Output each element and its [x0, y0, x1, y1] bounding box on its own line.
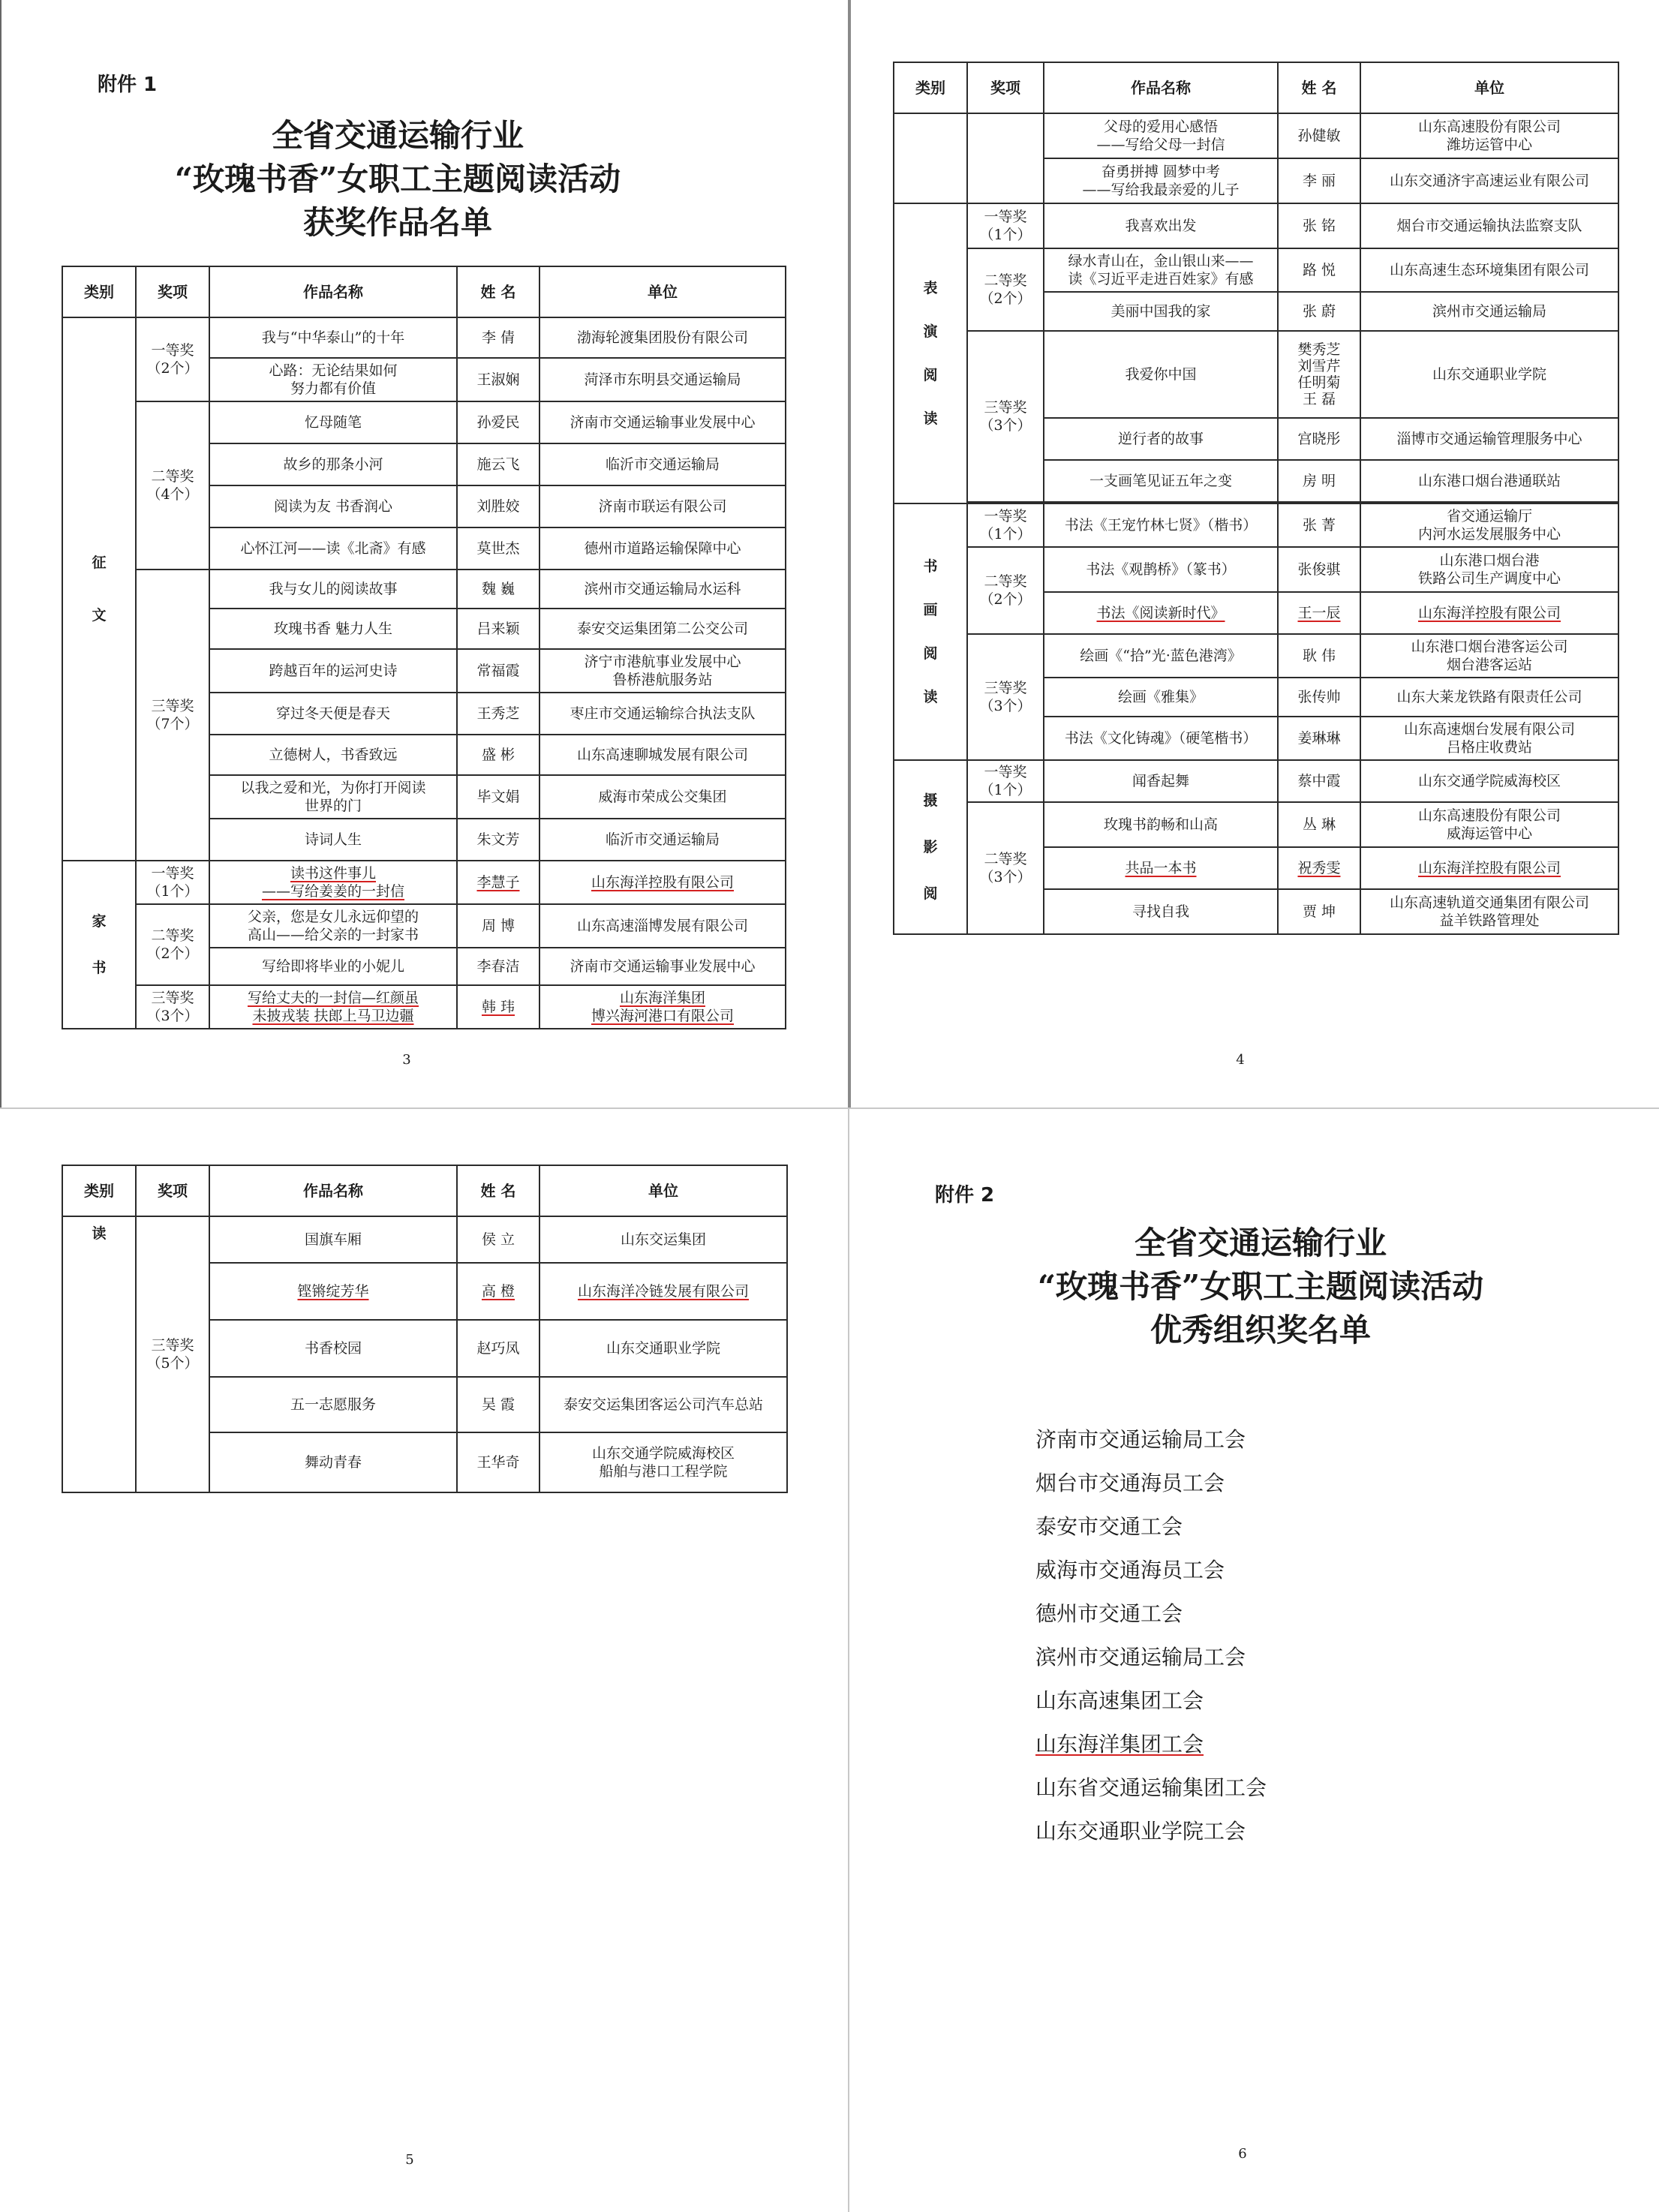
name-cell [457, 861, 539, 904]
list-item: 山东高速集团工会 [1035, 1688, 1204, 1713]
category-cell: 征 文 [62, 317, 136, 861]
work-text: 铿锵绽芳华 [297, 1283, 369, 1300]
name-cell: 吕来颖 [457, 609, 539, 649]
category-cell: 表 演 阅 读 [894, 203, 967, 503]
name-cell: 张 蔚 [1278, 292, 1360, 331]
title-line: “玫瑰书香”女职工主题阅读活动 [174, 161, 621, 197]
category-cell: 摄 影 阅 [894, 760, 967, 934]
name-text: 祝秀雯 [1297, 860, 1341, 876]
work-cell: 父亲，您是女儿永远仰望的 高山——给父亲的一封家书 [209, 904, 457, 948]
name-cell: 周 博 [457, 904, 539, 948]
name-cell: 刘胜姣 [457, 485, 539, 527]
unit-cell: 省交通运输厅 内河水运发展服务中心 [1360, 503, 1618, 547]
work-text: 书法《阅读新时代》 [1096, 605, 1225, 621]
header-name: 姓 名 [457, 266, 539, 317]
title-line: 全省交通运输行业 [1134, 1225, 1387, 1261]
unit-cell: 济宁市港航事业发展中心 鲁桥港航服务站 [539, 649, 786, 693]
list-item: 德州市交通工会 [1035, 1601, 1183, 1626]
work-cell: 跨越百年的运河史诗 [209, 649, 457, 693]
org-list [1035, 1418, 1267, 1853]
name-cell: 张 菁 [1278, 503, 1360, 547]
work-cell: 美丽中国我的家 [1044, 292, 1278, 331]
name-cell: 赵巧凤 [457, 1320, 539, 1377]
unit-cell: 德州市道路运输保障中心 [539, 527, 786, 570]
unit-cell: 山东交通济宇高速运业有限公司 [1360, 158, 1618, 203]
unit-cell: 枣庄市交通运输综合执法支队 [539, 693, 786, 735]
category-cell [894, 113, 967, 203]
work-text: 写给丈夫的一封信—红颜虽 未披戎装 扶郎上马卫边疆 [247, 990, 419, 1024]
unit-cell [539, 1263, 787, 1320]
award-cell: 二等奖 （3个） [967, 802, 1044, 934]
work-cell: 玫瑰书香 魅力人生 [209, 609, 457, 649]
unit-text: 山东海洋集团 博兴海河港口有限公司 [591, 990, 734, 1024]
title-line: 优秀组织奖名单 [1150, 1312, 1371, 1348]
list-item: 威海市交通海员工会 [1035, 1558, 1225, 1582]
work-cell: 一支画笔见证五年之变 [1044, 460, 1278, 502]
title-line: 全省交通运输行业 [271, 117, 524, 154]
award-cell: 三等奖 （3个） [136, 985, 209, 1029]
header-work: 作品名称 [209, 1165, 457, 1216]
work-cell: 心路：无论结果如何 努力都有价值 [209, 358, 457, 401]
name-text: 韩 玮 [481, 999, 515, 1015]
page-number: 6 [1238, 2146, 1247, 2162]
unit-cell [539, 861, 786, 904]
header-name: 姓 名 [1278, 62, 1360, 113]
header-award: 奖项 [136, 266, 209, 317]
category-cell: 读 [62, 1216, 136, 1492]
work-text: 读书这件事儿 ——写给姜姜的一封信 [261, 865, 404, 900]
award-cell: 二等奖 （2个） [967, 248, 1044, 331]
award-cell: 一等奖 （1个） [136, 861, 209, 904]
name-cell: 朱文芳 [457, 819, 539, 861]
unit-cell: 山东大莱龙铁路有限责任公司 [1360, 678, 1618, 717]
unit-cell: 山东港口烟台港客运公司 烟台港客运站 [1360, 634, 1618, 678]
page-divider-horizontal [0, 1108, 1659, 1109]
name-cell: 盛 彬 [457, 735, 539, 775]
work-cell [1044, 847, 1278, 889]
name-cell: 路 悦 [1278, 248, 1360, 292]
category-cell: 书 画 阅 读 [894, 503, 967, 760]
work-cell: 国旗车厢 [209, 1216, 457, 1263]
list-item [1035, 1723, 1267, 1766]
name-cell: 姜琳琳 [1278, 717, 1360, 760]
award-cell: 三等奖 （3个） [967, 331, 1044, 502]
work-cell: 书法《文化铸魂》（硬笔楷书） [1044, 717, 1278, 760]
header-unit: 单位 [1360, 62, 1618, 113]
work-cell [209, 985, 457, 1029]
unit-cell: 泰安交运集团第二公交公司 [539, 609, 786, 649]
name-cell: 李春洁 [457, 948, 539, 985]
work-cell: 我与女儿的阅读故事 [209, 570, 457, 609]
unit-cell: 山东港口烟台港通联站 [1360, 460, 1618, 502]
work-cell: 绿水青山在，金山银山来—— 读《习近平走进百姓家》有感 [1044, 248, 1278, 292]
name-cell: 孙爱民 [457, 401, 539, 443]
unit-text: 山东海洋控股有限公司 [1417, 605, 1561, 621]
work-cell: 书法《观鹊桥》（篆书） [1044, 547, 1278, 592]
work-cell: 以我之爱和光，为你打开阅读 世界的门 [209, 775, 457, 819]
header-category: 类别 [62, 1165, 136, 1216]
name-text: 高 橙 [481, 1283, 515, 1300]
work-cell: 我爱你中国 [1044, 331, 1278, 418]
work-cell [209, 1263, 457, 1320]
work-cell: 立德树人，书香致远 [209, 735, 457, 775]
page-divider-vertical [848, 0, 851, 1109]
unit-cell: 山东高速生态环境集团有限公司 [1360, 248, 1618, 292]
name-cell: 毕文娟 [457, 775, 539, 819]
work-cell: 闻香起舞 [1044, 760, 1278, 802]
name-cell: 蔡中霞 [1278, 760, 1360, 802]
award-cell: 二等奖 （4个） [136, 401, 209, 570]
award-cell: 二等奖 （2个） [967, 547, 1044, 634]
name-cell: 张 铭 [1278, 203, 1360, 248]
header-work: 作品名称 [1044, 62, 1278, 113]
work-text: 共品一本书 [1125, 860, 1197, 876]
work-cell: 玫瑰书韵畅和山高 [1044, 802, 1278, 847]
name-cell [1278, 592, 1360, 634]
unit-cell: 山东港口烟台港 铁路公司生产调度中心 [1360, 547, 1618, 592]
unit-text: 山东海洋控股有限公司 [591, 874, 734, 891]
unit-cell: 临沂市交通运输局 [539, 443, 786, 485]
work-cell: 穿过冬天便是春天 [209, 693, 457, 735]
name-text: 王一辰 [1297, 605, 1341, 621]
title-line: 获奖作品名单 [302, 204, 492, 241]
work-cell [209, 861, 457, 904]
award-cell: 三等奖 （3个） [967, 634, 1044, 760]
name-cell: 房 明 [1278, 460, 1360, 502]
work-cell: 奋勇拼搏 圆梦中考 ——写给我最亲爱的儿子 [1044, 158, 1278, 203]
award-cell: 一等奖 （1个） [967, 760, 1044, 802]
work-cell: 书香校园 [209, 1320, 457, 1377]
name-cell [1278, 847, 1360, 889]
name-cell: 王秀芝 [457, 693, 539, 735]
list-item: 山东交通职业学院工会 [1035, 1819, 1246, 1844]
list-item: 烟台市交通海员工会 [1035, 1471, 1225, 1495]
work-cell: 绘画《雅集》 [1044, 678, 1278, 717]
unit-cell: 山东高速股份有限公司 潍坊运管中心 [1360, 113, 1618, 158]
list-item-text: 山东海洋集团工会 [1035, 1732, 1204, 1757]
page-divider-vertical-lower [848, 1109, 849, 2212]
page-title [60, 114, 735, 245]
header-unit: 单位 [539, 1165, 787, 1216]
unit-cell: 滨州市交通运输局水运科 [539, 570, 786, 609]
page-title [923, 1222, 1598, 1352]
header-award: 奖项 [967, 62, 1044, 113]
title-line: “玫瑰书香”女职工主题阅读活动 [1037, 1268, 1484, 1305]
unit-text: 山东海洋控股有限公司 [1417, 860, 1561, 876]
page-number: 4 [1236, 1052, 1245, 1068]
award-table [62, 266, 786, 1029]
work-cell: 绘画《“拾”光·蓝色港湾》 [1044, 634, 1278, 678]
name-text: 李慧子 [476, 874, 520, 891]
name-cell [457, 985, 539, 1029]
unit-cell: 山东交通学院威海校区 [1360, 760, 1618, 802]
unit-cell: 山东高速淄博发展有限公司 [539, 904, 786, 948]
attachment-label: 附件 2 [935, 1184, 995, 1207]
award-table [893, 62, 1619, 935]
work-cell: 五一志愿服务 [209, 1377, 457, 1432]
page-number: 3 [402, 1052, 411, 1068]
unit-cell: 淄博市交通运输管理服务中心 [1360, 418, 1618, 460]
attachment-label: 附件 1 [98, 74, 158, 96]
unit-cell: 济南市交通运输事业发展中心 [539, 948, 786, 985]
work-cell: 书法《王宠竹林七贤》（楷书） [1044, 503, 1278, 547]
unit-cell [539, 985, 786, 1029]
name-cell: 李 丽 [1278, 158, 1360, 203]
unit-cell: 山东交通职业学院 [539, 1320, 787, 1377]
work-cell: 忆母随笔 [209, 401, 457, 443]
work-cell: 心怀江河——读《北斋》有感 [209, 527, 457, 570]
list-item: 滨州市交通运输局工会 [1035, 1645, 1246, 1670]
work-cell: 阅读为友 书香润心 [209, 485, 457, 527]
unit-cell: 山东高速聊城发展有限公司 [539, 735, 786, 775]
name-cell: 侯 立 [457, 1216, 539, 1263]
name-cell: 樊秀芝 刘雪芹 任明菊 王 磊 [1278, 331, 1360, 418]
name-cell: 王华奇 [457, 1432, 539, 1492]
page-edge-left [0, 0, 2, 1108]
name-cell: 张俊骐 [1278, 547, 1360, 592]
unit-cell: 烟台市交通运输执法监察支队 [1360, 203, 1618, 248]
unit-cell: 泰安交运集团客运公司汽车总站 [539, 1377, 787, 1432]
unit-cell: 山东交通学院威海校区 船舶与港口工程学院 [539, 1432, 787, 1492]
name-cell: 孙健敏 [1278, 113, 1360, 158]
work-cell: 父母的爱用心感悟 ——写给父母一封信 [1044, 113, 1278, 158]
award-cell: 三等奖 （7个） [136, 570, 209, 861]
name-cell: 李 倩 [457, 317, 539, 358]
award-cell: 一等奖 （1个） [967, 203, 1044, 248]
award-cell: 一等奖 （2个） [136, 317, 209, 401]
unit-text: 山东海洋冷链发展有限公司 [577, 1283, 749, 1300]
name-cell: 施云飞 [457, 443, 539, 485]
list-item: 泰安市交通工会 [1035, 1514, 1183, 1539]
name-cell: 常福霞 [457, 649, 539, 693]
unit-cell: 山东高速股份有限公司 威海运管中心 [1360, 802, 1618, 847]
name-cell: 耿 伟 [1278, 634, 1360, 678]
work-cell: 我喜欢出发 [1044, 203, 1278, 248]
unit-cell: 济南市交通运输事业发展中心 [539, 401, 786, 443]
list-item: 济南市交通运输局工会 [1035, 1427, 1246, 1452]
name-cell: 吴 霞 [457, 1377, 539, 1432]
work-cell [1044, 592, 1278, 634]
work-cell: 寻找自我 [1044, 889, 1278, 934]
unit-cell: 山东高速轨道交通集团有限公司 益羊铁路管理处 [1360, 889, 1618, 934]
unit-cell [1360, 847, 1618, 889]
work-cell: 写给即将毕业的小妮儿 [209, 948, 457, 985]
unit-cell: 滨州市交通运输局 [1360, 292, 1618, 331]
award-cell: 三等奖 （5个） [136, 1216, 209, 1492]
unit-cell: 济南市联运有限公司 [539, 485, 786, 527]
header-work: 作品名称 [209, 266, 457, 317]
award-cell: 二等奖 （2个） [136, 904, 209, 985]
work-cell: 舞动青春 [209, 1432, 457, 1492]
category-cell: 家 书 [62, 861, 136, 1029]
header-name: 姓 名 [457, 1165, 539, 1216]
name-cell: 魏 巍 [457, 570, 539, 609]
unit-cell: 菏泽市东明县交通运输局 [539, 358, 786, 401]
award-table [62, 1165, 788, 1493]
name-cell [457, 1263, 539, 1320]
name-cell: 王淑娴 [457, 358, 539, 401]
header-unit: 单位 [539, 266, 786, 317]
name-cell: 贾 坤 [1278, 889, 1360, 934]
unit-cell: 山东交通职业学院 [1360, 331, 1618, 418]
header-award: 奖项 [136, 1165, 209, 1216]
unit-cell [1360, 592, 1618, 634]
name-cell: 宫晓彤 [1278, 418, 1360, 460]
work-cell: 故乡的那条小河 [209, 443, 457, 485]
unit-cell: 山东交运集团 [539, 1216, 787, 1263]
name-cell: 丛 琳 [1278, 802, 1360, 847]
award-cell [967, 113, 1044, 203]
work-cell: 我与“中华泰山”的十年 [209, 317, 457, 358]
header-category: 类别 [62, 266, 136, 317]
work-cell: 诗词人生 [209, 819, 457, 861]
header-category: 类别 [894, 62, 967, 113]
name-cell: 莫世杰 [457, 527, 539, 570]
award-cell: 一等奖 （1个） [967, 503, 1044, 547]
unit-cell: 山东高速烟台发展有限公司 吕格庄收费站 [1360, 717, 1618, 760]
page-number: 5 [405, 2152, 414, 2168]
work-cell: 逆行者的故事 [1044, 418, 1278, 460]
unit-cell: 渤海轮渡集团股份有限公司 [539, 317, 786, 358]
list-item: 山东省交通运输集团工会 [1035, 1775, 1267, 1800]
unit-cell: 威海市荣成公交集团 [539, 775, 786, 819]
unit-cell: 临沂市交通运输局 [539, 819, 786, 861]
name-cell: 张传帅 [1278, 678, 1360, 717]
